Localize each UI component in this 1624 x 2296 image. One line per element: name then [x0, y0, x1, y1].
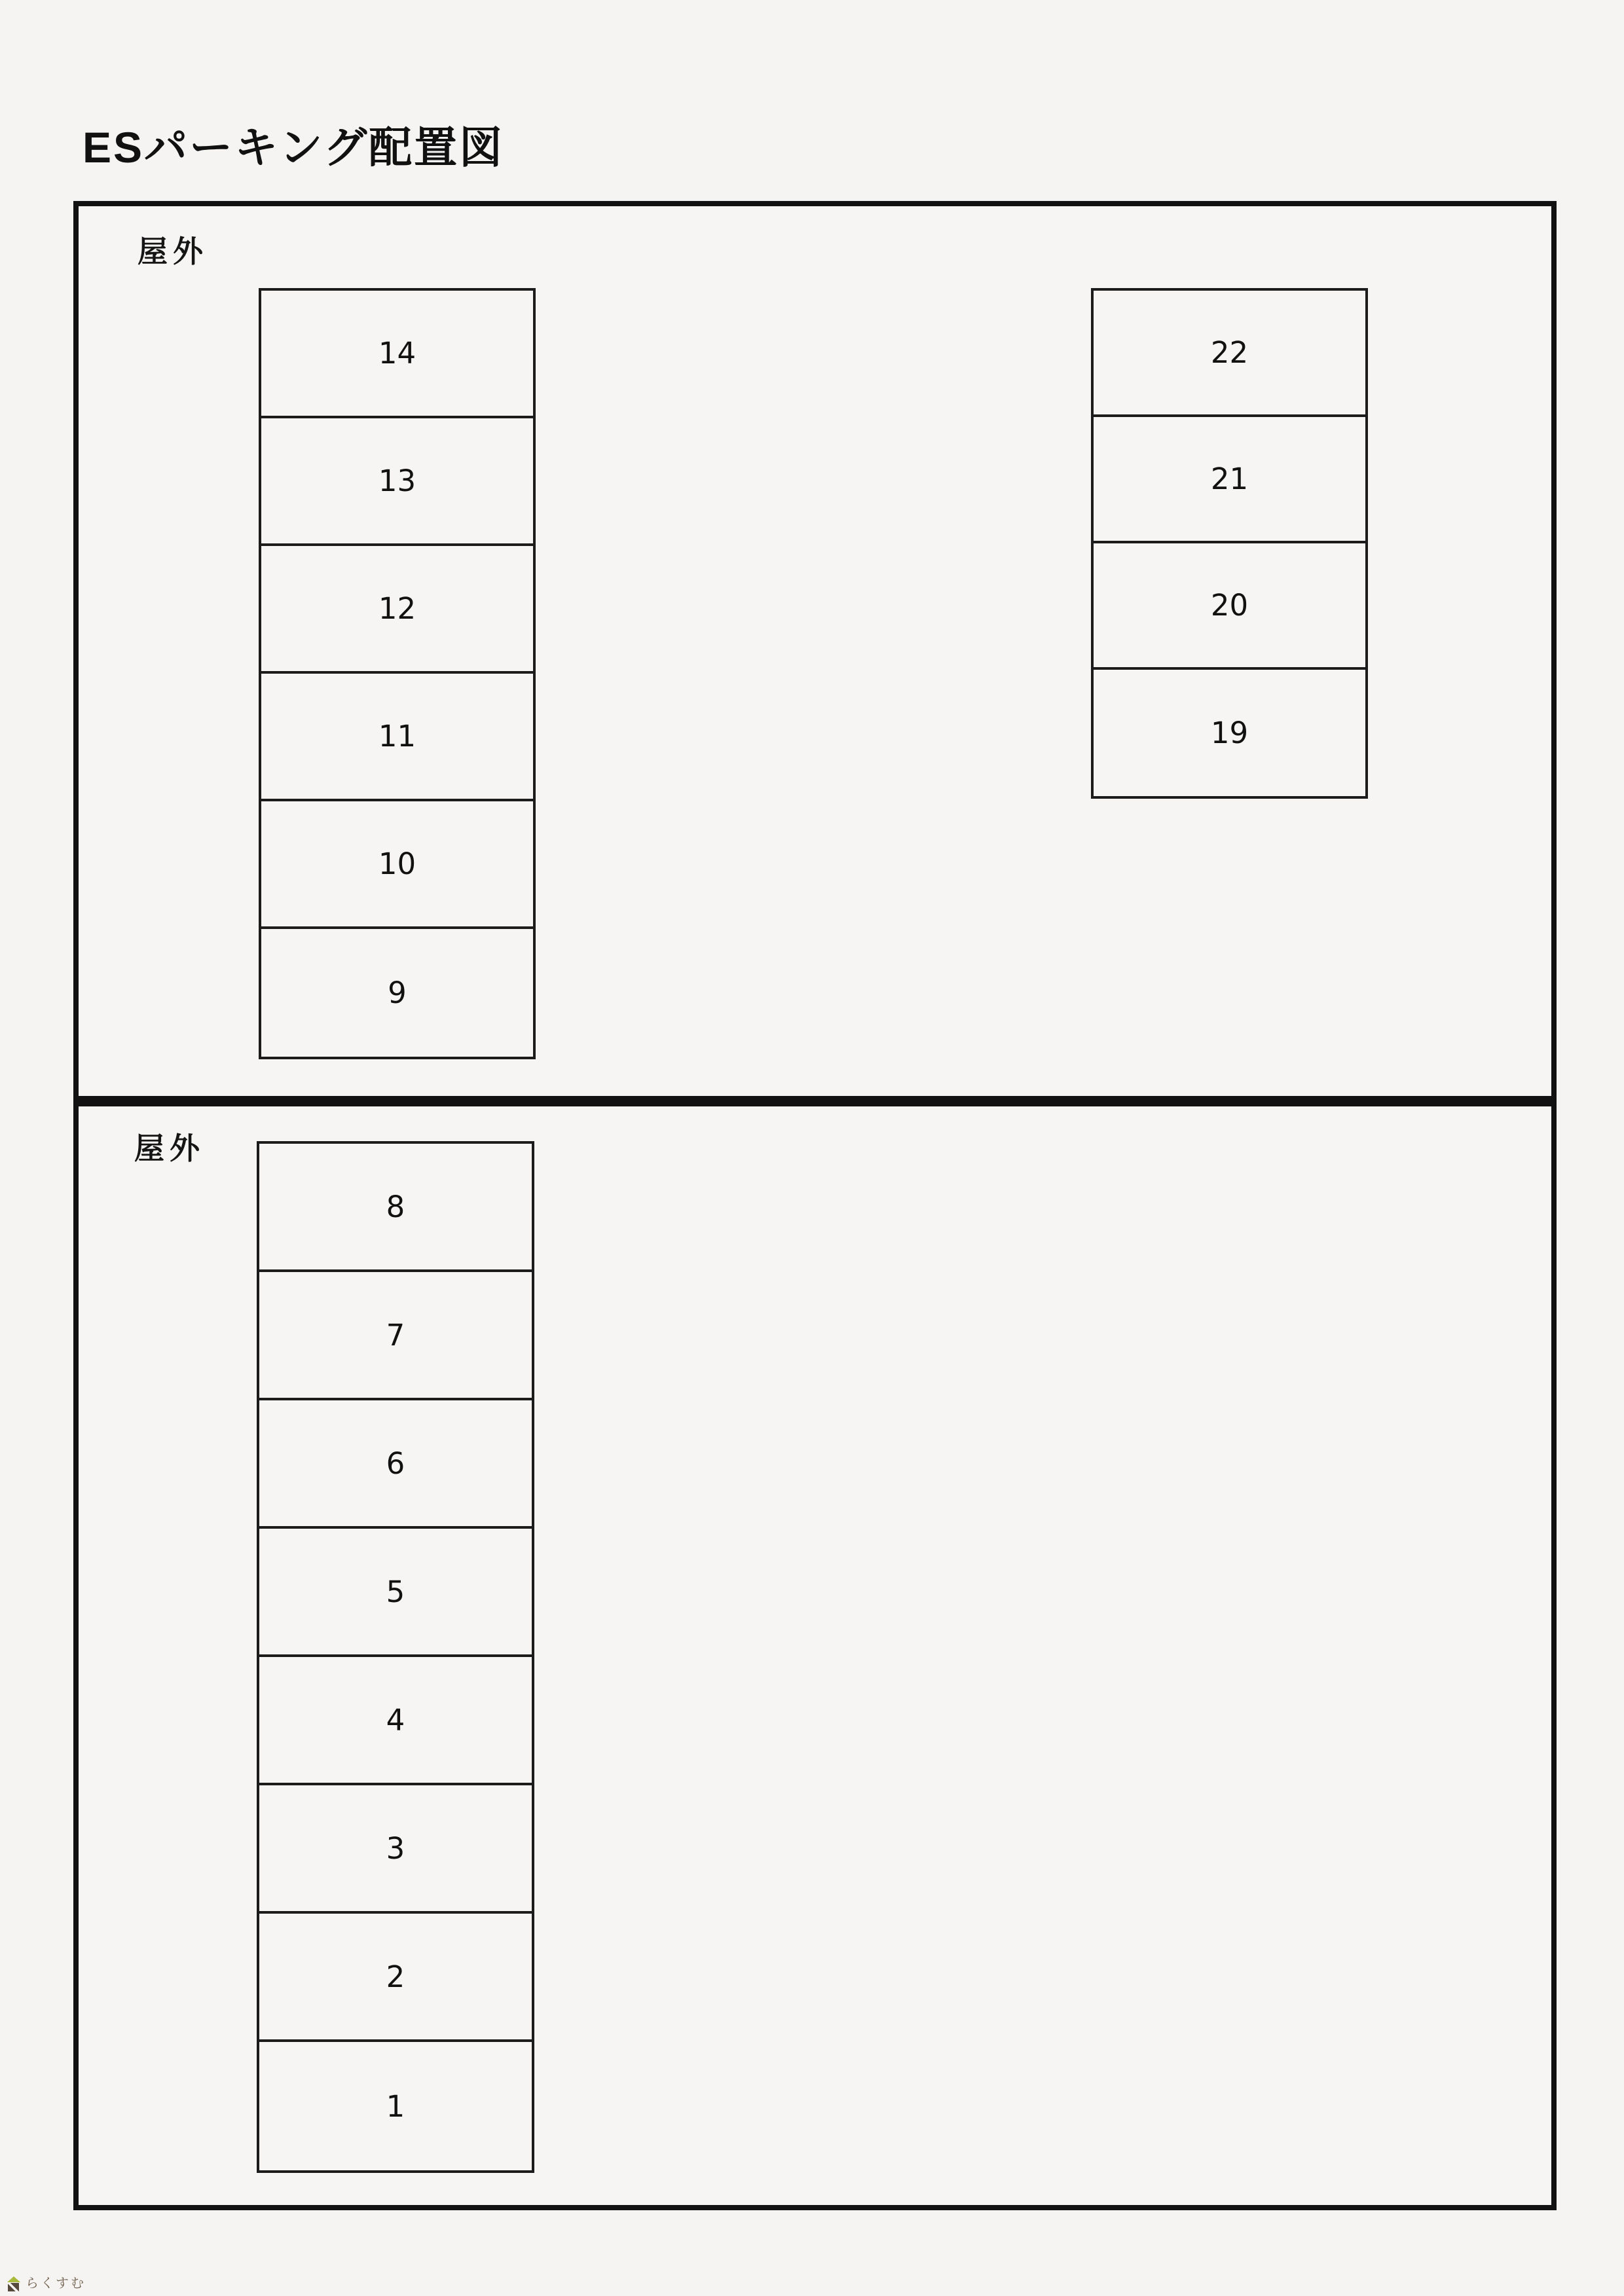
footer-logo-text: らくすむ	[26, 2276, 86, 2291]
parking-column-14-9	[259, 288, 536, 1059]
parking-space-1: 1	[386, 2088, 405, 2124]
house-icon	[7, 2276, 21, 2291]
parking-space-8: 8	[259, 1144, 532, 1272]
section-outdoor-bottom	[73, 1101, 1557, 2210]
parking-space-21: 21	[1094, 417, 1365, 543]
parking-column-22-19	[1091, 288, 1368, 799]
house-body-icon	[8, 2283, 19, 2291]
parking-space-19: 19	[1210, 716, 1249, 750]
section-label-outdoor-top: 屋外	[138, 234, 208, 268]
parking-column-8-1	[257, 1141, 534, 2173]
parking-space-9: 9	[388, 975, 407, 1010]
parking-space-12: 12	[261, 546, 533, 674]
parking-space-10: 10	[261, 801, 533, 929]
parking-space-20: 20	[1094, 543, 1365, 670]
section-label-outdoor-bottom: 屋外	[134, 1131, 205, 1165]
parking-space-5: 5	[259, 1529, 532, 1657]
footer-logo	[7, 2276, 86, 2291]
page-title: ESパーキング配置図	[83, 123, 505, 172]
house-roof-icon	[7, 2276, 20, 2282]
parking-space-14: 14	[261, 291, 533, 418]
parking-space-2: 2	[259, 1914, 532, 2042]
section-outdoor-top	[73, 201, 1557, 1101]
parking-space-7: 7	[259, 1272, 532, 1400]
parking-space-6: 6	[259, 1400, 532, 1529]
parking-space-4: 4	[259, 1657, 532, 1785]
parking-space-22: 22	[1094, 291, 1365, 417]
parking-space-11: 11	[261, 674, 533, 801]
parking-space-3: 3	[259, 1785, 532, 1914]
parking-space-13: 13	[261, 418, 533, 546]
